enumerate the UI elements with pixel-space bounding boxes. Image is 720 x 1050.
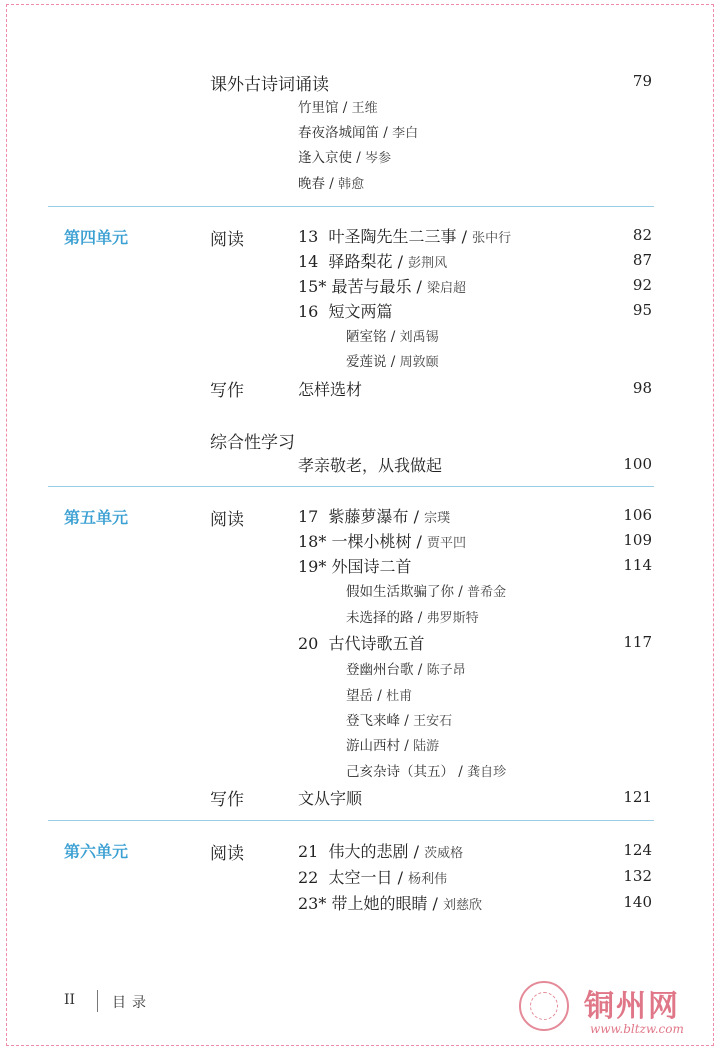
poem-title: 竹里馆 / 王维 (298, 100, 378, 116)
unit-4-label: 第四单元 (64, 228, 129, 247)
writing-page: 121 (623, 788, 652, 806)
sub-piece: 未选择的路 / 弗罗斯特 (346, 610, 479, 626)
lesson-row: 21 伟大的悲剧 / 茨威格 (298, 842, 464, 861)
lesson-page: 95 (632, 301, 652, 319)
page-border-left (6, 4, 7, 1046)
lesson-row: 17 紫藤萝瀑布 / 宗璞 (298, 507, 451, 526)
lesson-row: 13 叶圣陶先生二三事 / 张中行 (298, 227, 512, 246)
lesson-row: 20 古代诗歌五首 (298, 634, 425, 653)
watermark-logo-icon (519, 981, 569, 1031)
unit-6-label: 第六单元 (64, 842, 129, 861)
lesson-page: 140 (623, 893, 652, 911)
writing-page: 98 (632, 379, 652, 397)
writing-title: 怎样选材 (298, 380, 363, 399)
sub-piece: 登幽州台歌 / 陈子昂 (346, 662, 466, 678)
extracurricular-page: 79 (632, 72, 652, 90)
watermark-url: www.bltzw.com (590, 1022, 684, 1036)
section-divider (48, 486, 654, 487)
section-divider (48, 206, 654, 207)
study-label: 综合性学习 (210, 433, 295, 453)
footer-page-numeral: II (64, 992, 76, 1008)
sub-piece: 己亥杂诗（其五） / 龚自珍 (346, 764, 507, 780)
page-border-bottom (6, 1045, 714, 1046)
writing-label: 写作 (210, 790, 244, 810)
lesson-row: 18* 一棵小桃树 / 贾平凹 (298, 532, 467, 551)
sub-piece: 望岳 / 杜甫 (346, 688, 413, 704)
lesson-page: 117 (623, 633, 652, 651)
writing-label: 写作 (210, 381, 244, 401)
lesson-row: 22 太空一日 / 杨利伟 (298, 868, 448, 887)
lesson-page: 124 (623, 841, 652, 859)
study-title: 孝亲敬老，从我做起 (298, 456, 443, 475)
reading-label: 阅读 (210, 844, 244, 864)
lesson-row: 15* 最苦与最乐 / 梁启超 (298, 277, 467, 296)
lesson-page: 92 (632, 276, 652, 294)
sub-piece: 游山西村 / 陆游 (346, 738, 440, 754)
lesson-page: 106 (623, 506, 652, 524)
lesson-page: 114 (623, 556, 652, 574)
extracurricular-title: 课外古诗词诵读 (210, 75, 329, 95)
sub-piece: 假如生活欺骗了你 / 普希金 (346, 584, 507, 600)
lesson-row: 19* 外国诗二首 (298, 557, 412, 576)
page-border-right (713, 4, 714, 1046)
lesson-page: 132 (623, 867, 652, 885)
watermark-name: 铜州网 (584, 989, 680, 1024)
sub-piece: 登飞来峰 / 王安石 (346, 713, 453, 729)
lesson-page: 109 (623, 531, 652, 549)
poem-title: 春夜洛城闻笛 / 李白 (298, 125, 419, 141)
poem-title: 逢入京使 / 岑参 (298, 150, 392, 166)
unit-5-label: 第五单元 (64, 508, 129, 527)
footer-label: 目录 (112, 995, 152, 1011)
page-border-top (6, 4, 714, 5)
lesson-row: 23* 带上她的眼睛 / 刘慈欣 (298, 894, 483, 913)
poem-title: 晚春 / 韩愈 (298, 176, 365, 192)
footer-divider (97, 990, 98, 1012)
sub-piece: 爱莲说 / 周敦颐 (346, 354, 439, 370)
lesson-page: 82 (632, 226, 652, 244)
writing-title: 文从字顺 (298, 789, 363, 808)
lesson-row: 14 驿路梨花 / 彭荆风 (298, 252, 448, 271)
lesson-page: 87 (632, 251, 652, 269)
reading-label: 阅读 (210, 510, 244, 530)
study-page: 100 (623, 455, 652, 473)
section-divider (48, 820, 654, 821)
sub-piece: 陋室铭 / 刘禹锡 (346, 329, 439, 345)
reading-label: 阅读 (210, 230, 244, 250)
lesson-row: 16 短文两篇 (298, 302, 393, 321)
